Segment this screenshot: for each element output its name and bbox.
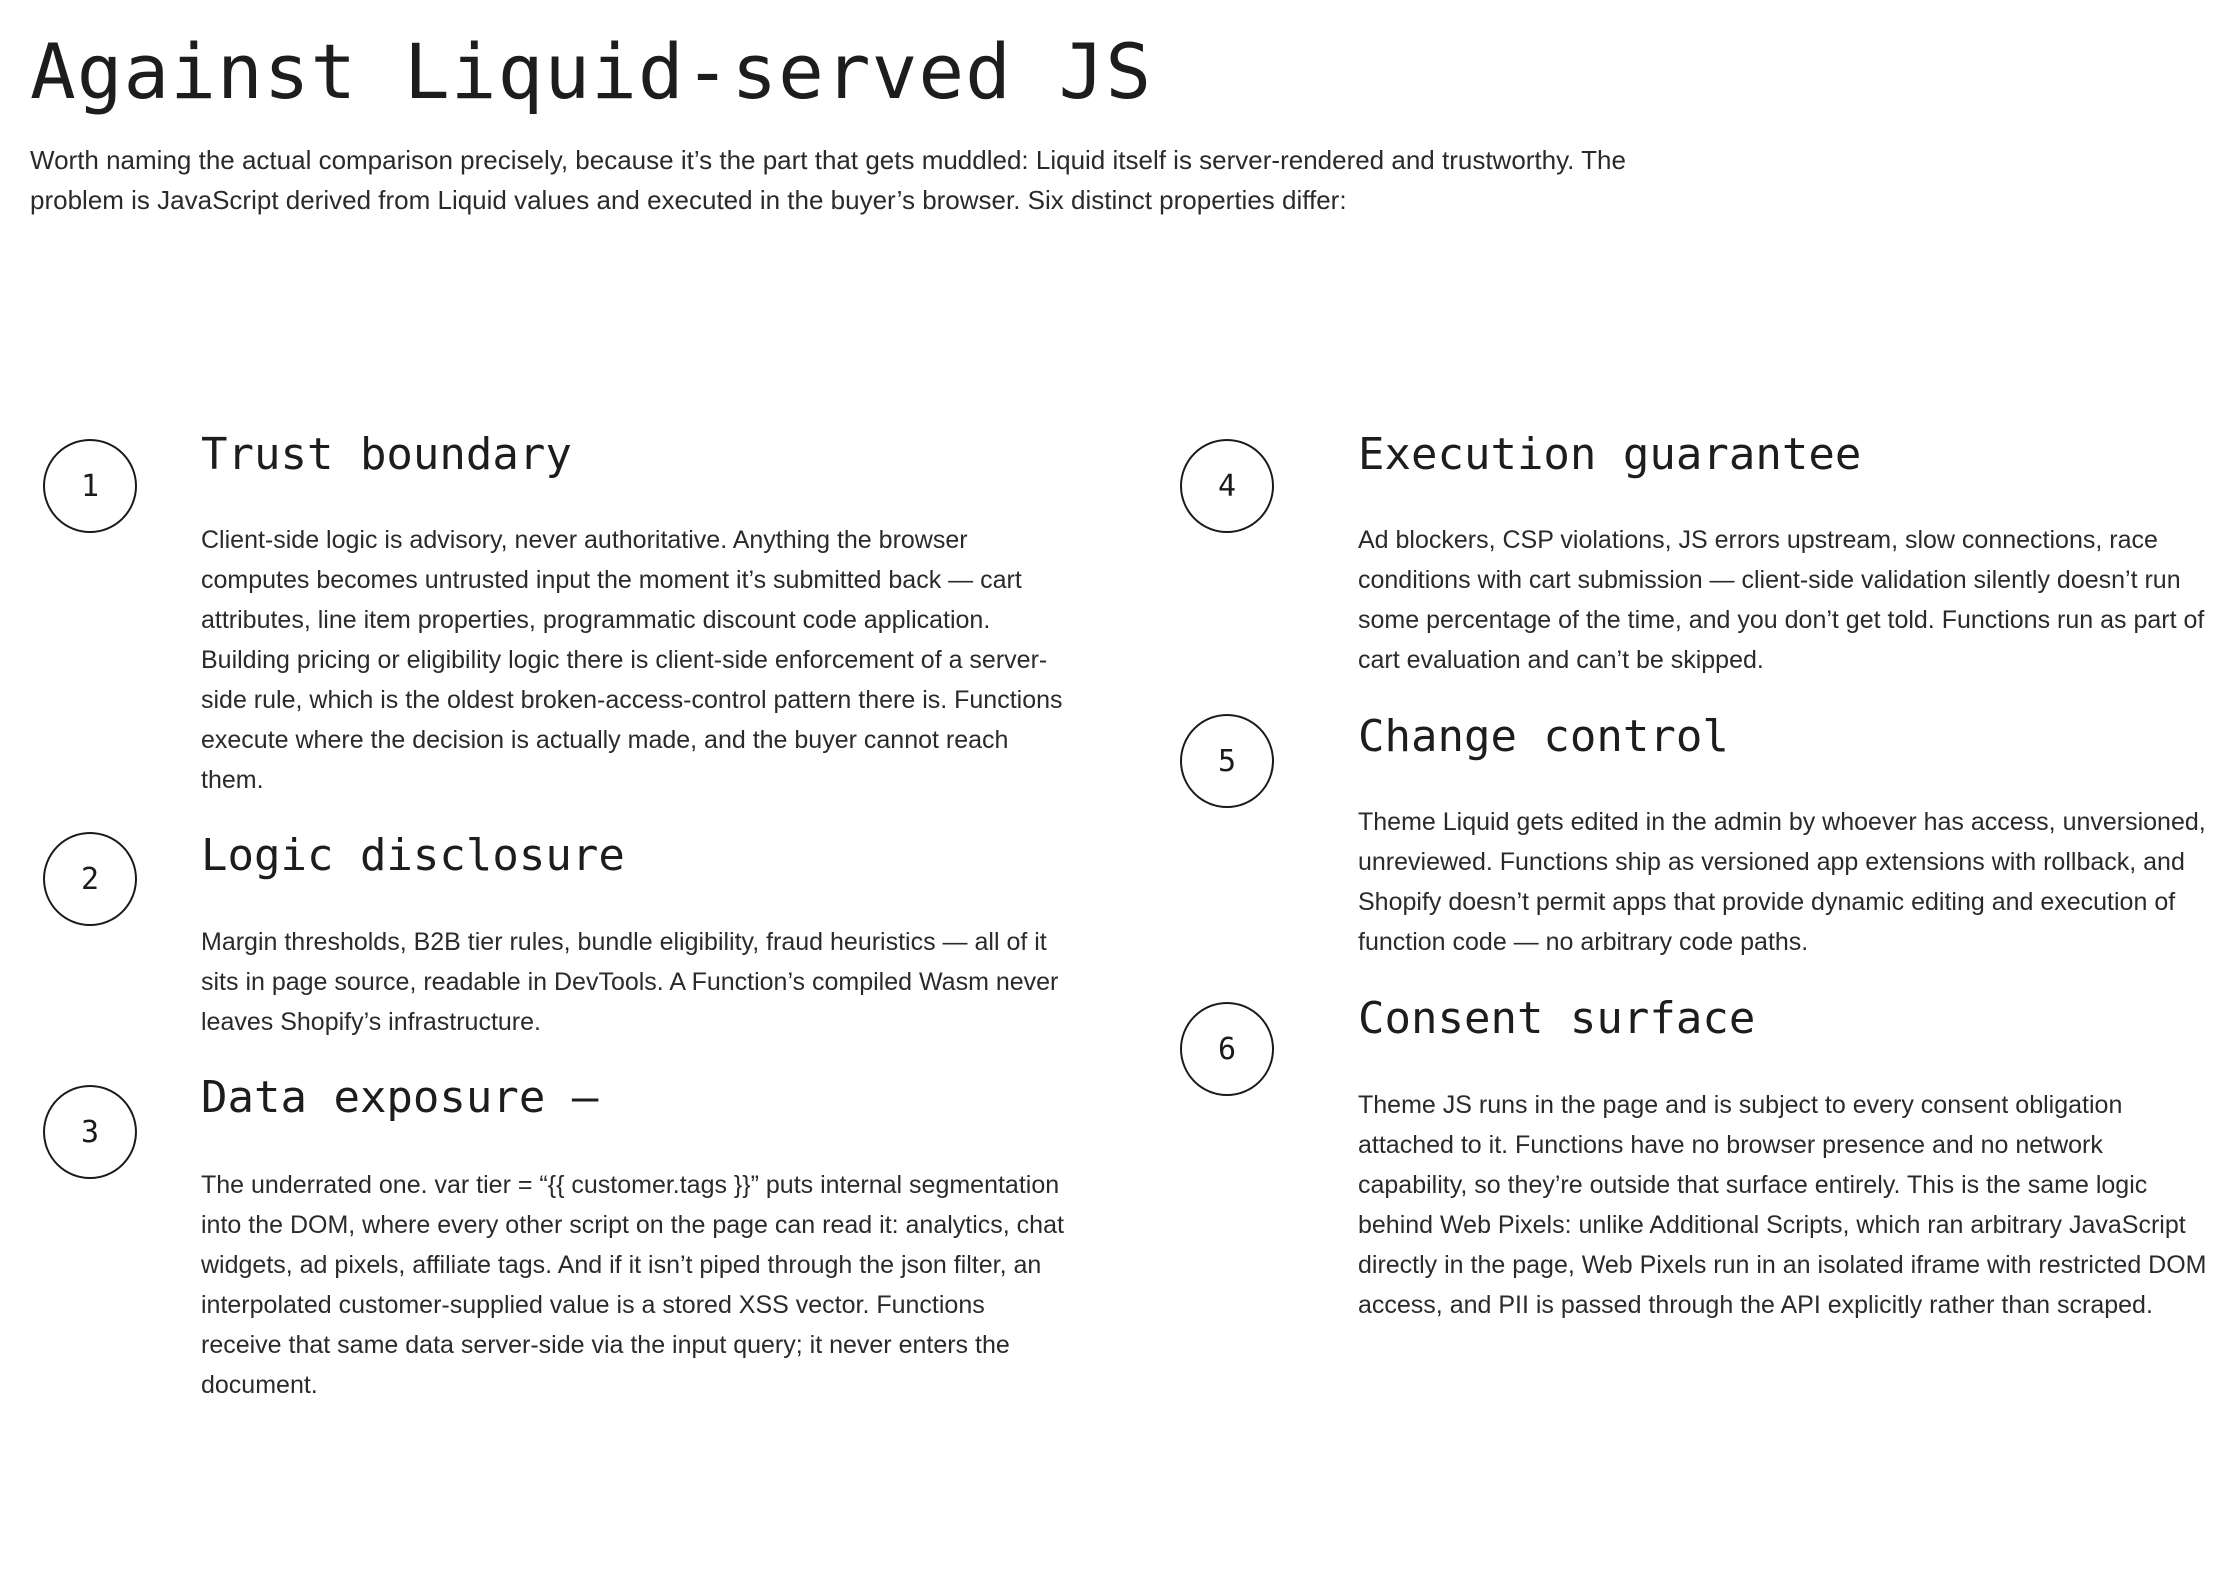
property-title: Change control <box>1358 711 1729 762</box>
property-title: Consent surface <box>1358 993 1756 1044</box>
property-description: Theme JS runs in the page and is subject to every consent obligation attached to it. Functions have no browser presence and no network capability, so they’re outside that surface entirely. This is the same logic behind Web Pixels: unlike Additional Scripts, which ran arbitrary JavaScript directly in the page, Web Pixels run in an isolated iframe with restricted DOM access, and PII is passed through the API explicitly rather than scraped. <box>1358 1091 2207 1319</box>
property-title: Trust boundary <box>201 429 572 480</box>
number-badge: 3 <box>43 1085 137 1179</box>
number-badge: 4 <box>1180 439 1274 533</box>
number-badge: 2 <box>43 832 137 926</box>
property-title: Execution guarantee <box>1358 429 1862 480</box>
property-description: Theme Liquid gets edited in the admin by whoever has access, unversioned, unreviewed. Functions ship as versioned app extensions with rollback, and Shopify doesn’t permit apps that provide dynamic editing and execution of function code — no arbitrary code paths. <box>1358 808 2206 956</box>
property-description: Client-side logic is advisory, never authoritative. Anything the browser computes becomes untrusted input the moment it’s submitted back — cart attributes, line item properties, programmatic discount code application. Building pricing or eligibility logic there is client-side enforcement of a server-side rule, which is the oldest broken-access-control pattern there is. Functions execute where the decision is actually made, and the buyer cannot reach them. <box>201 526 1063 794</box>
number-badge: 5 <box>1180 714 1274 808</box>
property-description: Margin thresholds, B2B tier rules, bundle eligibility, fraud heuristics — all of it sits in page source, readable in DevTools. A Function’s compiled Wasm never leaves Shopify’s infrastructure. <box>201 928 1059 1036</box>
page-title: Against Liquid-served JS <box>30 27 1153 116</box>
property-title: Data exposure — <box>201 1072 599 1123</box>
property-description: The underrated one. var tier = “{{ customer.tags }}” puts internal segmentation into the DOM, where every other script on the page can read it: analytics, chat widgets, ad pixels, affiliate tags. And if it isn’t piped through the json filter, an interpolated customer-supplied value is a stored XSS vector. Functions receive that same data server-side via the input query; it never enters the document. <box>201 1171 1064 1399</box>
number-badge: 1 <box>43 439 137 533</box>
property-description: Ad blockers, CSP violations, JS errors upstream, slow connections, race conditions with cart submission — client-side validation silently doesn’t run some percentage of the time, and you don’t get told. Functions run as part of cart evaluation and can’t be skipped. <box>1358 526 2205 674</box>
number-badge: 6 <box>1180 1002 1274 1096</box>
intro-paragraph: Worth naming the actual comparison precisely, because it’s the part that gets muddled: Liquid itself is server-rendered and trustworthy. The problem is JavaScript derived from Liquid values and executed in the buyer’s browser. Six distinct properties differ: <box>30 145 1626 215</box>
property-title: Logic disclosure <box>201 830 625 881</box>
